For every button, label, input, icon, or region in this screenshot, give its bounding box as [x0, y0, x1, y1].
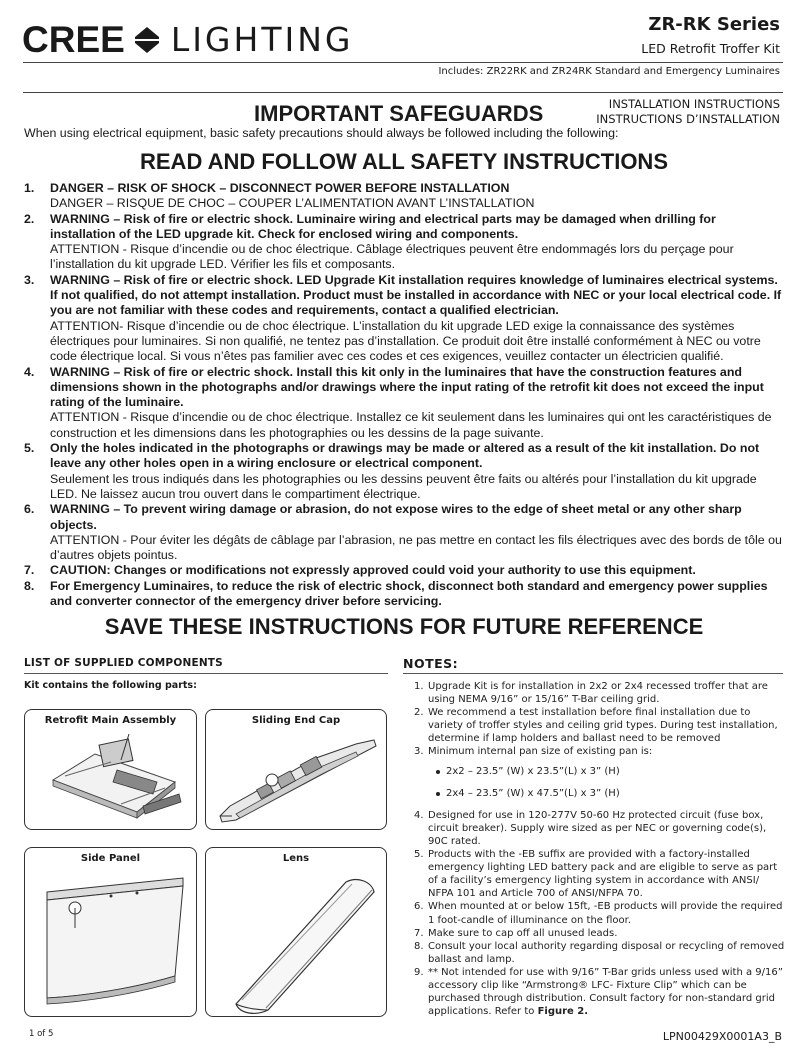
item-number: 6. [24, 502, 35, 517]
safety-item [24, 273, 784, 365]
item-text-en: WARNING – To prevent wiring damage or abrasion, do not expose wires to the edge of sheet metal or any other sharp objects. [50, 502, 742, 532]
end-cap-illustration [206, 710, 388, 831]
part-panel-end-cap [205, 709, 387, 830]
note-item [414, 706, 786, 745]
brand-lighting: LIGHTING [170, 20, 354, 59]
read-follow-heading: READ AND FOLLOW ALL SAFETY INSTRUCTIONS [140, 149, 668, 174]
item-number: 5. [24, 441, 35, 456]
pan-size-item: 2x4 – 23.5” (W) x 47.5”(L) x 3” (H) [428, 787, 786, 800]
note-number: 8. [414, 940, 424, 952]
note-number: 1. [414, 681, 424, 692]
note-number: 7. [414, 927, 424, 939]
header-divider-bottom [23, 92, 783, 93]
item-text-en: DANGER – RISK OF SHOCK – DISCONNECT POWER BEFORE INSTALLATION [50, 181, 510, 195]
safety-instructions-list [24, 181, 784, 609]
main-assembly-illustration [25, 710, 198, 831]
important-safeguards-heading: IMPORTANT SAFEGUARDS [254, 101, 544, 126]
notes-title: NOTES: [403, 656, 459, 671]
item-number: 7. [24, 563, 35, 578]
brand-cree: CREE [22, 19, 125, 60]
safety-item [24, 441, 784, 502]
note-number: 3. [414, 746, 424, 758]
header-divider [23, 62, 783, 63]
item-text-en: Only the holes indicated in the photographs or drawings may be made or altered as a result of the kit installation. Do not leave any other holes open in a wiring enclosure or electrical component. [50, 441, 760, 471]
item-text-en: CAUTION: Changes or modifications not expressly approved could void your authority to use this equipment. [50, 563, 696, 578]
pan-size-list [428, 765, 786, 800]
item-text-en: For Emergency Luminaires, to reduce the risk of electric shock, disconnect both standard and emergency power supplies and converter connector of the emergency driver before servicing. [50, 578, 768, 609]
note-number: 5. [414, 849, 424, 861]
note-text: Consult your local authority regarding disposal or recycling of removed ballast and lamp. [428, 940, 785, 965]
note-text: Products with the -EB suffix are provided with a factory-installed emergency lighting LED battery pack and are eligible to serve as part of a facility’s emergency lighting system in accordance with ANSI/ NFPA 101 and Article 700 of ANSI/NFPA 70. [428, 849, 778, 900]
item-text-en: WARNING – Risk of fire or electric shock. LED Upgrade Kit installation requires knowledge of luminaires electrical systems. If not qualified, do not attempt installation. Product must be installed in accordance with NEC or your local electrical code. If you are not familiar with these codes and requirements, contact a qualified electrician. [50, 272, 782, 318]
note-item [414, 680, 786, 706]
document-number: LPN00429X0001A3_B [662, 1030, 782, 1043]
item-number: 3. [24, 272, 35, 287]
note-text: Minimum internal pan size of existing pan is: [428, 746, 653, 758]
note-number: 2. [414, 707, 424, 719]
note-number: 9. [414, 966, 424, 978]
part-label: Side Panel [80, 853, 141, 864]
safety-item [24, 181, 784, 212]
item-text-fr: ATTENTION - Risque d’incendie ou de choc électrique. Installez ce kit seulement dans les luminaires qui ont les caractéristiques de construction et les dimensions dans les photographies ou les dessins de la page suivante. [50, 410, 772, 440]
item-text-en: WARNING – Risk of fire or electric shock. Luminaire wiring and electrical parts may be damaged when drilling for installation of the LED upgrade kit. Check for enclosed wiring and components. [50, 211, 716, 241]
save-instructions-heading: SAVE THESE INSTRUCTIONS FOR FUTURE REFERENCE [104, 614, 704, 639]
note-text: Upgrade Kit is for installation in 2x2 or 2x4 recessed troffer that are using NEMA 9/16” or 15/16” T-Bar ceiling grid. [428, 681, 768, 706]
part-label: Retrofit Main Assembly [44, 715, 177, 726]
item-number: 8. [24, 578, 35, 593]
note-text: Make sure to cap off all unused leads. [428, 927, 618, 939]
notes-list [414, 680, 786, 1018]
item-text-en: WARNING – Risk of fire or electric shock. Install this kit only in the luminaires that have the construction features and dimensions shown in the photographs and/or drawings where the input rating of the retrofit kit does not exceed the input rating of the luminaire. [50, 364, 764, 410]
item-text-fr: ATTENTION- Risque d’incendie ou de choc électrique. L’installation du kit upgrade LED exige la connaissance des systèmes électriques pour luminaires. Si non qualifié, ne tentez pas d’installation. Ce produit doit être installé conformément à NEC ou votre code électrique local. Si vous n’êtes pas familier avec ces codes et ces exigences, veuillez contacter un électricien qualifié. [50, 318, 761, 364]
note-item [414, 848, 786, 900]
notes-divider [403, 673, 783, 674]
cree-lighting-logo [22, 20, 353, 60]
safety-item [24, 502, 784, 563]
note-item [414, 966, 786, 1018]
part-panel-lens [205, 847, 387, 1017]
item-text-fr: ATTENTION - Risque d’incendie ou de choc électrique. Câblage électriques peuvent être endommagés lors du perçage pour l’installation du kit upgrade LED. Vérifier les fils et composants. [50, 242, 734, 272]
figure-2-reference[interactable]: Figure 2. [537, 1006, 589, 1018]
installation-instructions-fr: INSTRUCTIONS D’INSTALLATION [596, 112, 780, 126]
note-number: 6. [414, 901, 424, 913]
safety-item [24, 365, 784, 441]
item-number: 1. [24, 181, 35, 195]
safety-item [24, 563, 784, 578]
cree-chevron-icon [133, 25, 161, 55]
note-number: 4. [414, 809, 424, 821]
components-divider [24, 673, 388, 674]
note-item [414, 745, 786, 799]
item-text-fr: ATTENTION - Pour éviter les dégâts de câblage par l’abrasion, ne pas mettre en contact les fils électriques avec des bords de tôle ou d’autres objets pointus. [50, 532, 782, 563]
part-label: Sliding End Cap [251, 715, 341, 726]
series-title: ZR-RK Series [648, 14, 780, 35]
safety-item [24, 579, 784, 610]
kit-subtitle: LED Retrofit Troffer Kit [641, 41, 780, 56]
note-item [414, 809, 786, 848]
includes-note: Includes: ZR22RK and ZR24RK Standard and Emergency Luminaires [438, 66, 780, 77]
page-number: 1 of 5 [29, 1029, 54, 1039]
components-title: LIST OF SUPPLIED COMPONENTS [24, 657, 223, 669]
components-subtitle: Kit contains the following parts: [24, 680, 197, 691]
installation-instructions-en: INSTALLATION INSTRUCTIONS [608, 97, 780, 111]
pan-size-item: 2x2 – 23.5” (W) x 23.5”(L) x 3” (H) [428, 765, 786, 778]
note-item [414, 940, 786, 966]
lens-illustration [206, 848, 388, 1018]
side-panel-illustration [25, 848, 198, 1018]
note-text: Designed for use in 120-277V 50-60 Hz protected circuit (fuse box, circuit breaker). Supply wire sized as per NEC or governing code(s), 90C rated. [428, 809, 767, 847]
item-number: 2. [24, 211, 35, 226]
part-panel-side-panel [24, 847, 197, 1017]
note-text: ** Not intended for use with 9/16” T-Bar grids unless used with a 9/16” accessory clip like “Armstrong® LFC- Fixture Clip” which can be purchased through distribution. Consult factory for non-standard grid applications. Refer to [428, 966, 783, 1018]
note-text: We recommend a test installation before final installation due to variety of troffer styles and ceiling grid types. During test installation, determine if lamp holders and ballast need to be removed [428, 707, 778, 745]
part-panel-main-assembly [24, 709, 197, 830]
safety-intro: When using electrical equipment, basic safety precautions should always be followed including the following: [24, 126, 619, 140]
item-number: 4. [24, 364, 35, 379]
part-label: Lens [282, 853, 310, 864]
note-item [414, 927, 786, 940]
safety-item [24, 212, 784, 273]
note-item [414, 900, 786, 926]
item-text-fr: Seulement les trous indiqués dans les photographies ou les dessins peuvent être faits ou altérés pour l’installation du kit upgrade LED. Ne laissez aucun trou ouvert dans le compartiment électrique. [50, 471, 757, 501]
note-text: When mounted at or below 15ft, -EB products will provide the required 1 foot-candle of illuminance on the floor. [428, 901, 783, 926]
item-text-fr: DANGER – RISQUE DE CHOC – COUPER L’ALIMENTATION AVANT L’INSTALLATION [50, 196, 535, 211]
